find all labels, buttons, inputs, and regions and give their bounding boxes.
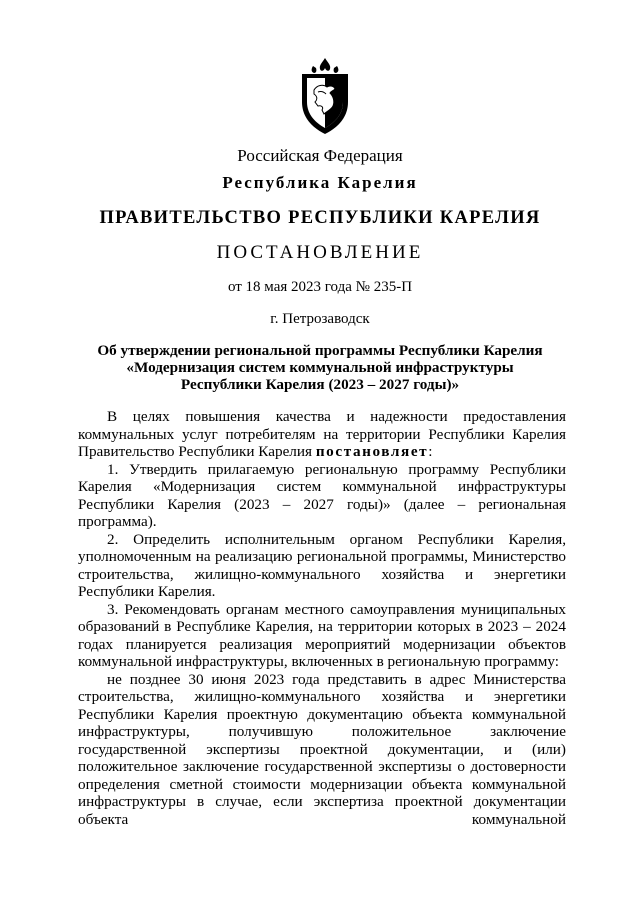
item-1: 1. Утвердить прилагаемую региональную программу Республики Карелия «Модернизация систем коммунальной инфраструктуры Республики Карелия (2023 – 2027 годы)» (далее – региональная программа). [78, 460, 566, 530]
subitem-paragraph: не позднее 30 июня 2023 года представить в адрес Министерства строительства, жилищно-коммунального хозяйства и энергетики Республики Карелия проектную документацию объекта коммунальной инфраструктуры, получившую положительное заключение государственной экспертизы проектной документации, и (или) положительное заключение государственной экспертизы о достоверности определения сметной стоимости модернизации объекта коммунальной инфраструктуры в случае, если экспертиза проектной документации объекта коммунальной [78, 670, 566, 828]
republic-name: Республика Карелия [222, 173, 418, 192]
country-name: Российская Федерация [237, 146, 403, 165]
title-line-1: Об утверждении региональной программы Республики Карелия [97, 342, 543, 359]
item-2: 2. Определить исполнительным органом Республики Карелия, уполномоченным на реализацию региональной программы, Министерство строительства, жилищно-коммунального хозяйства и энергетики Республики Карелия. [78, 530, 566, 600]
title-line-3: Республики Карелия (2023 – 2027 годы)» [180, 376, 460, 393]
date-number: от 18 мая 2023 года № 235-П [227, 279, 413, 295]
government-name: ПРАВИТЕЛЬСТВО РЕСПУБЛИКИ КАРЕЛИЯ [99, 208, 541, 228]
karelia-coat-of-arms-icon [297, 56, 353, 136]
item-3: 3. Рекомендовать органам местного самоуправления муниципальных образований в Республике Карелия, на территории которых в 2023 – 2024 годах планируется реализация мероприятий модернизации объектов коммунальной инфраструктуры, включенных в региональную программу: [78, 600, 566, 670]
document-title [60, 342, 580, 393]
document-type: ПОСТАНОВЛЕНИЕ [216, 242, 424, 263]
document-body [78, 408, 566, 828]
city: г. Петрозаводск [270, 311, 370, 327]
title-line-2: «Модернизация систем коммунальной инфраструктуры [126, 359, 514, 376]
intro-paragraph [78, 408, 566, 461]
intro-text: В целях повышения качества и надежности предоставления коммунальных услуг потребителям на территории Республики Карелия Правительство Республики Карелия [78, 408, 566, 460]
intro-colon: : [428, 443, 433, 460]
resolves-word: постановляет [315, 443, 429, 460]
